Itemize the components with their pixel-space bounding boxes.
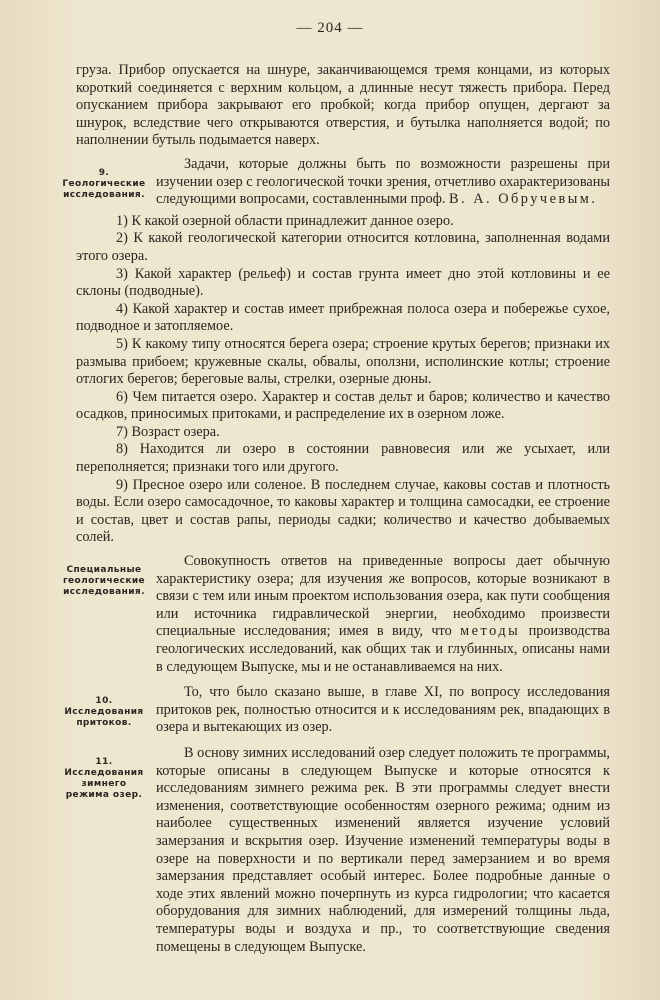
question-7: 7) Возраст озера. (116, 423, 220, 440)
paragraph-continuation: груза. Прибор опускается на шнуре, заканчивающемся тремя концами, из которых короткий соединяется с верхним кольцом, а длинные несут тяжесть прибора. Перед опусканием прибора закрывают его пробкой; когда прибор опущен, дергают за шнурок, вследствие чего открываются отверстия, и бутылка наполняется водой; по наполнении бутыль подымается наверх. (76, 62, 610, 149)
section-10-text: То, что было сказано выше, в главе XI, по вопросу исследования притоков рек, полностью относится и к исследованиям рек, впадающих в озера и вытекающих из озер. (156, 684, 610, 736)
section-special (62, 553, 610, 676)
margin-heading-geology: 9. Геологические исследования. (62, 167, 146, 200)
author-name: В. А. Обручевым (449, 191, 592, 208)
question-3: 3) Какой характер (рельеф) и состав грунта имеет дно этой котловины и ее склоны (подводные). (76, 265, 610, 300)
section-11-text: В основу зимних исследований озер следует положить те программы, которые описаны в следующем Выпуске и которые относятся к исследованиям зимнего режима рек. В эти программы следует внести изменения, соответствующие особенностям озерного режима; одним из наиболее существенных изменений является изучение условий замерзания и вскрытия озер. Изучение изменений температуры воды в озере на поверхности и по вертикали перед замерзанием и во время замерзания представляет особый интерес. Более подробные данные о ходе этих явлений можно почерпнуть из курса гидрологии; что касается оборудования для зимних наблюдений, для измерений толщины льда, температуры воды и воздуха и пр., то соответствующие сведения помещены в следующем Выпуске. (156, 744, 610, 955)
page-number: — 204 — (296, 20, 364, 36)
margin-heading-tributaries: 10. Исследования притоков. (64, 696, 144, 729)
main-text (62, 62, 610, 956)
emphasized-word: методы (460, 623, 521, 640)
section-9 (62, 155, 610, 209)
margin-heading-special: Специальные геологические исследования. (62, 565, 146, 598)
margin-heading-winter: 11. Исследования зимнего режима озер. (64, 756, 144, 800)
section-10 (64, 684, 610, 737)
question-4: 4) Какой характер и состав имеет прибрежная полоса озера и побережье сухое, подводное и затопляемое. (76, 300, 610, 335)
question-6: 6) Чем питается озеро. Характер и состав дельт и баров; количество и качество осадков, приносимых притоками, и распределение их в озерном ложе. (76, 388, 610, 423)
section-special-text: Совокупность ответов на приведенные вопросы дает обычную характеристику озера; для изучения же вопросов, которые возникают в связи с тем или иным проектом использования озера, как пути сообщения или источника гидравлической энергии, необходимо произвести специальные исследования; имея в виду, что методы производства геологических исследований, как общих так и глубинных, описаны нами в следующем Выпуске, мы и не останавливаемся на них. (156, 553, 610, 675)
question-1: 1) К какой озерной области принадлежит данное озеро. (116, 212, 454, 229)
section-11 (64, 744, 610, 956)
question-2: 2) К какой геологической категории относится котловина, заполненная водами этого озера. (76, 230, 610, 264)
section-9-text: Задачи, которые должны быть по возможности разрешены при изучении озер с геологической точки зрения, отчетливо охарактеризованы следующими вопросами, составленными проф. В. А. Обручевым. (156, 155, 610, 208)
question-8: 8) Находится ли озеро в состоянии равновесия или же усыхает, или переполняется; признаки того или другого. (76, 441, 610, 476)
question-9: 9) Пресное озеро или соленое. В последнем случае, каковы состав и плотность воды. Если озеро самосадочное, то каковы характер и толщина самосадки, ее строение и состав, цвет и состав рапы, периоды садки; количество и качество добываемых солей. (76, 476, 610, 546)
question-5: 5) К какому типу относятся берега озера; строение крутых берегов; признаки их размыва прибоем; кружевные скалы, обвалы, оползни, исполинские котлы; строение отлогих берегов; береговые валы, стрелки, озерные дюны. (76, 335, 610, 388)
